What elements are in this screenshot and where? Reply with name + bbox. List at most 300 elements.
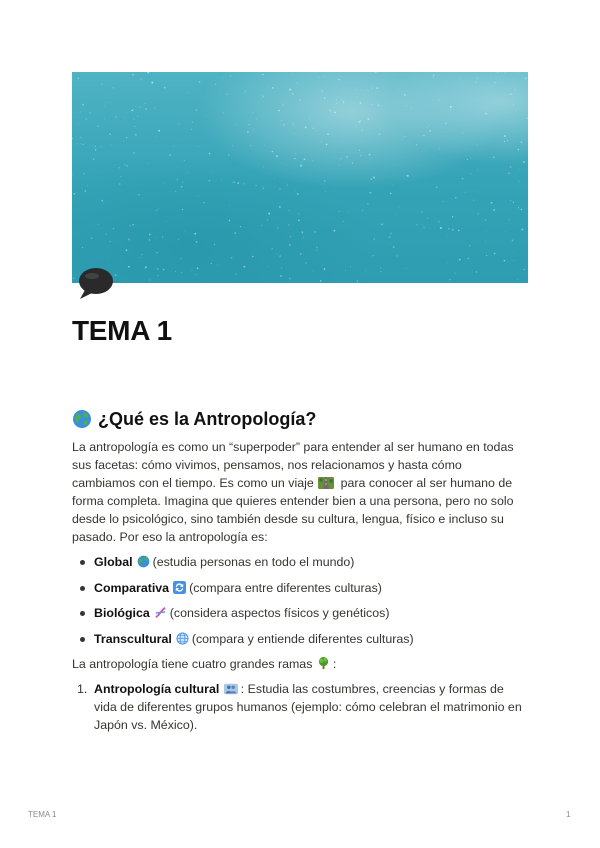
intro-text: La antropología es como un “superpoder” para entender al ser humano en todas sus facetas: cómo vivimos, pensamos, nos relacionamos y hasta cómo cambiamos con el tiempo. Es como un viaje [72,440,514,490]
cover-speck [203,202,204,203]
cover-speck [181,186,183,188]
cover-speck [357,280,359,282]
branch-term: Antropología cultural [94,682,220,696]
cover-speck [286,184,288,186]
cover-speck [389,236,391,238]
cover-speck [402,139,403,140]
cover-speck [232,146,233,147]
cover-speck [374,177,375,178]
cover-speck [462,133,463,134]
cover-speck [443,201,444,202]
cover-speck [504,141,506,143]
cover-speck [336,99,337,100]
cover-speck [527,118,528,119]
globe-icon [72,409,92,429]
cover-speck [324,180,326,182]
cover-speck [223,112,224,113]
cover-speck [390,193,391,194]
cover-speck [334,112,336,114]
cover-speck [510,93,511,94]
cover-speck [292,93,293,94]
cover-speck [169,154,171,156]
cover-speck [107,258,108,259]
cover-speck [214,244,215,245]
cover-speck [195,274,196,275]
cover-speck [243,183,244,184]
cover-speck [274,188,275,189]
cover-speck [452,216,453,217]
cover-speck [300,253,302,255]
cover-speck [191,129,192,130]
cover-speck [360,102,362,104]
cover-speck [81,143,82,144]
cover-speck [329,110,331,112]
cover-speck [336,103,337,104]
cover-speck [237,182,239,184]
cover-speck [229,220,230,221]
cover-speck [493,156,495,158]
cover-speck [316,130,317,131]
tree-icon [317,656,330,670]
intro-text-rest: para conocer al ser humano de forma completa. Imagina que quieres entender bien a una persona, pero no solo desde lo psicológico, sino también desde su cultura, lengua, físico e incluso su pasado. Por eso la antropología es: [72,476,514,544]
cover-speck [452,229,454,231]
cover-speck [462,178,464,180]
cover-speck [378,105,379,106]
list-item [72,680,528,734]
cover-speck [416,224,417,225]
cover-speck [360,120,362,122]
cover-speck [105,234,107,236]
cover-speck [83,144,84,145]
bullet-dot [80,560,85,565]
cover-speck [262,186,263,187]
cover-speck [215,84,217,86]
cover-speck [423,227,425,229]
cover-speck [423,135,424,136]
cover-speck [364,94,365,95]
cover-speck [326,144,328,146]
section-heading [72,407,316,431]
cover-speck [524,78,526,80]
cover-speck [261,225,262,226]
cover-speck [268,213,270,215]
cover-speck [406,175,407,176]
cover-speck [450,109,451,110]
cover-speck [263,167,264,168]
cover-speck [448,228,449,229]
cover-speck [295,190,296,191]
cover-speck [510,166,512,168]
cover-speck [95,149,96,150]
cover-speck [126,249,128,251]
cover-speck [110,241,111,242]
cover-speck [470,173,471,174]
cover-speck [104,106,105,107]
cover-speck [515,132,516,133]
cover-speck [521,209,522,210]
characteristics-list [72,553,528,655]
cover-speck [206,282,207,283]
cover-speck [285,164,286,165]
cover-speck [197,268,199,270]
cover-speck [73,278,74,279]
cover-speck [132,74,134,76]
cover-speck [209,180,211,182]
cover-speck [432,100,433,101]
cover-speck [305,262,307,264]
cover-speck [173,145,174,146]
cover-speck [314,231,316,233]
cover-speck [304,158,306,160]
road-map-icon [318,477,334,489]
cover-speck [397,164,398,165]
cover-speck [359,150,360,151]
cover-speck [354,93,355,94]
cover-speck [226,93,228,95]
cover-speck [438,221,440,223]
cover-speck [521,229,523,231]
cover-speck [72,174,73,175]
cover-speck [155,210,156,211]
cover-speck [138,194,139,195]
cover-speck [176,179,178,181]
cover-speck [440,227,442,229]
cover-speck [510,200,511,201]
cover-speck [397,255,398,256]
cover-speck [324,77,325,78]
cover-speck [139,107,140,108]
cover-speck [231,257,233,259]
cover-speck [151,82,153,84]
cover-speck [91,237,93,239]
cover-speck [163,183,164,184]
cover-speck [407,175,409,177]
cover-speck [175,271,176,272]
branches-intro: La antropología tiene cuatro grandes ramas : [72,657,337,671]
intro-paragraph [72,438,528,546]
cover-speck [78,123,79,124]
cover-speck [157,268,159,270]
cover-speck [109,133,111,135]
list-item [72,579,528,605]
cover-speck [485,219,487,221]
cover-speck [256,119,257,120]
cover-speck [132,224,133,225]
cover-speck [262,74,263,75]
cover-speck [289,89,291,91]
cover-speck [370,178,372,180]
cover-speck [518,73,519,74]
cover-speck [473,99,474,100]
cover-speck [468,258,470,260]
cover-speck [106,95,107,96]
cover-speck [447,262,448,263]
cover-speck [393,75,394,76]
page-title: TEMA 1 [72,315,172,346]
cover-speck [126,165,128,167]
cover-speck [213,171,214,172]
cover-speck [78,78,79,79]
cover-speck [360,155,362,157]
cover-speck [95,146,96,147]
cover-speck [118,167,120,169]
cover-speck [519,169,520,170]
cover-speck [470,158,471,159]
cover-speck [256,185,257,186]
cover-speck [80,137,81,138]
cover-speck [268,86,269,87]
bullet-term: Biológica [94,606,150,620]
cover-speck [298,219,300,221]
cover-speck [373,255,374,256]
cover-speck [235,273,236,274]
page-number: 1 [566,810,571,819]
cover-speck [455,273,456,274]
cover-speck [426,127,427,128]
cover-speck [191,270,192,271]
cover-speck [178,239,179,240]
cover-speck [390,244,391,245]
cover-speck [515,141,516,142]
cover-speck [250,145,251,146]
cover-speck [288,225,289,226]
cover-speck [432,77,433,78]
cover-speck [147,163,148,164]
cover-speck [490,78,491,79]
cover-speck [178,123,179,124]
cover-speck [438,159,439,160]
cover-speck [325,191,326,192]
cover-speck [157,209,158,210]
cover-speck [505,72,506,73]
bullet-desc: (compara y entiende diferentes culturas) [191,631,414,646]
cover-speck [178,138,179,139]
cover-speck [111,145,112,146]
cover-speck [524,269,525,270]
section-heading-text: ¿Qué es la Antropología? [98,409,317,429]
cover-speck [267,219,269,221]
cover-speck [491,202,493,204]
cover-speck [486,231,487,232]
cover-speck [279,255,280,256]
cover-speck [82,104,84,106]
cover-speck [512,240,514,242]
cover-speck [449,279,451,281]
cover-speck [104,118,105,119]
branch-desc: : Estudia las costumbres, creencias y formas de vida de diferentes grupos humanos (ejemplo: cómo celebran el matrimonio en Japón vs. México). [94,682,522,732]
cover-speck [180,258,181,259]
cover-speck [479,192,480,193]
cover-speck [464,242,465,243]
cover-speck [421,211,422,212]
cover-speck [73,193,75,195]
cover-speck [467,159,468,160]
cover-speck [348,211,349,212]
cover-speck [406,105,407,106]
cover-speck [343,221,344,222]
cover-speck [77,143,79,145]
cover-speck [486,255,487,256]
cover-speck [327,133,329,135]
cover-speck [376,87,378,89]
cover-speck [175,191,176,192]
cover-speck [198,195,199,196]
cover-speck [447,236,448,237]
cover-speck [390,233,391,234]
cover-speck [365,270,366,271]
cover-speck [294,134,295,135]
cover-speck [369,154,371,156]
cover-speck [220,171,221,172]
cover-speck [298,213,299,214]
cover-speck [339,79,340,80]
cover-speck [229,205,230,206]
cover-speck [504,260,505,261]
cover-speck [126,137,127,138]
cover-speck [97,126,98,127]
cover-speck [72,138,73,140]
cover-speck [333,230,335,232]
cover-speck [272,87,274,89]
cover-speck [469,245,470,246]
cover-speck [247,131,249,133]
cover-speck [342,100,343,101]
cover-speck [112,87,114,89]
cover-speck [505,231,506,232]
cover-speck [324,268,326,270]
cover-speck [477,144,478,145]
cover-speck [350,266,351,267]
cover-speck [283,124,285,126]
cover-speck [367,90,368,91]
cover-speck [228,154,229,155]
cover-speck [233,182,234,183]
cover-speck [185,174,186,175]
cover-speck [139,257,140,258]
cover-speck [149,279,150,280]
cover-speck [271,248,272,249]
cover-speck [518,149,520,151]
cover-speck [320,280,321,281]
cover-speck [119,183,121,185]
list-item [72,630,528,656]
cover-speck [303,237,304,238]
cover-speck [316,246,318,248]
cover-speck [253,128,254,129]
cover-speck [361,129,362,130]
cover-speck [207,115,208,116]
cover-speck [143,198,144,199]
cover-speck [98,224,99,225]
cover-speck [281,267,283,269]
cover-speck [485,113,487,115]
cover-speck [279,188,281,190]
cover-speck [433,74,435,76]
list-number: 1. [77,682,88,696]
cover-speck [509,219,510,220]
cover-speck [372,104,374,106]
cover-speck [291,74,292,75]
cover-speck [124,164,125,165]
cover-speck [309,119,310,120]
footer-title: TEMA 1 [28,810,57,819]
cover-speck [129,225,131,227]
cover-speck [166,221,167,222]
cover-speck [149,234,151,236]
cover-speck [187,172,188,173]
cover-speck [396,214,397,215]
cover-speck [134,126,136,128]
cover-speck [515,89,517,91]
bullet-desc: (estudia personas en todo el mundo) [152,555,355,569]
cover-speck [144,103,145,104]
cover-speck [135,106,136,107]
cover-speck [300,165,302,167]
cover-texture [72,72,528,283]
cover-speck [393,246,395,248]
cover-speck [277,227,278,228]
cover-speck [282,104,283,105]
cover-speck [476,271,477,272]
cover-speck [80,111,81,112]
cover-speck [83,173,85,175]
cover-speck [109,102,110,103]
cover-speck [294,158,295,159]
cover-speck [319,77,320,78]
cover-speck [221,179,222,180]
cover-speck [516,109,517,110]
cover-speck [352,162,353,163]
cover-speck [377,72,378,73]
cover-speck [289,278,291,280]
people-icon [224,683,238,695]
cover-speck [393,185,394,186]
cover-speck [267,266,268,267]
cover-speck [278,110,280,112]
cover-speck [321,141,322,142]
cover-speck [274,178,275,179]
cover-speck [381,223,383,225]
cover-speck [196,241,198,243]
bullet-term: Comparativa [94,580,170,595]
cover-speck [163,269,164,270]
cover-speck [262,96,263,97]
cover-speck [217,265,218,266]
cover-speck [279,206,281,208]
cover-speck [82,247,83,248]
cover-speck [507,140,508,141]
cover-speck [85,118,87,120]
cover-speck [123,141,124,142]
cover-speck [192,222,193,223]
cover-speck [184,160,185,161]
cover-speck [340,158,341,159]
cover-speck [473,200,474,201]
cover-speck [222,77,223,78]
cover-speck [281,120,282,121]
cover-speck [435,227,436,228]
cover-speck [98,114,99,115]
cover-speck [89,112,91,114]
cover-speck [262,98,263,99]
cover-speck [445,122,447,124]
cover-speck [192,121,194,123]
cover-speck [356,90,357,91]
cover-speck [197,146,198,147]
cover-speck [339,211,340,212]
cover-speck [157,136,158,137]
cover-speck [497,72,498,73]
